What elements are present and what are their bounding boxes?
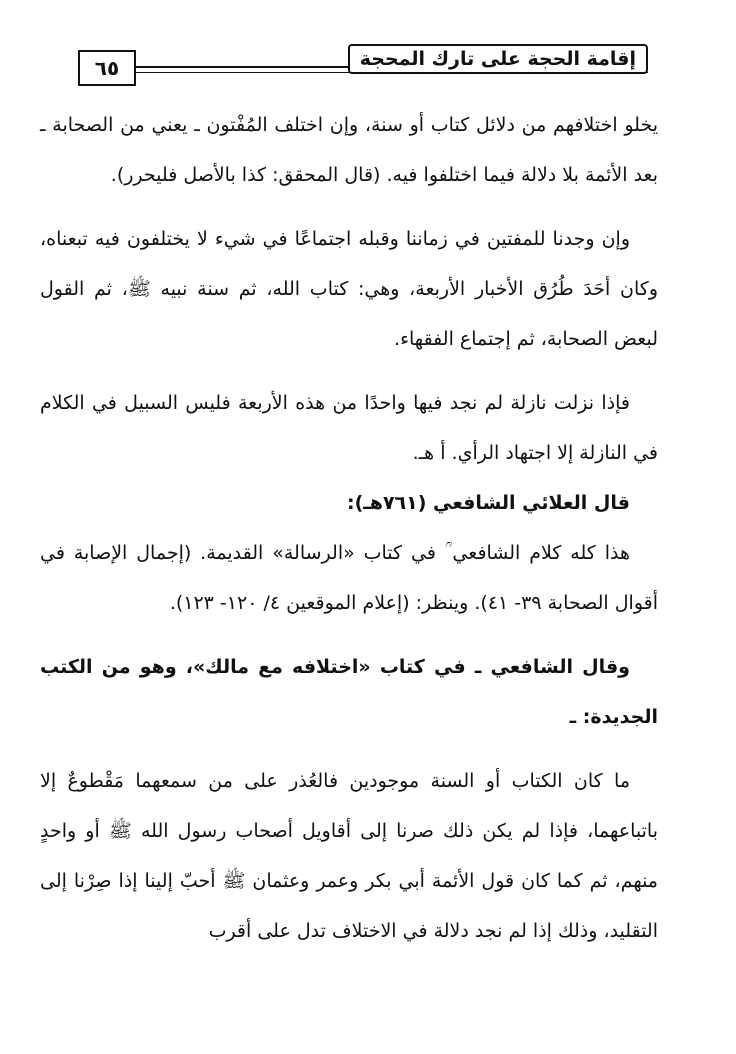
page-header <box>78 42 648 92</box>
paragraph: يخلو اختلافهم من دلائل كتاب أو سنة، وإن اختلف المُفْتون ـ يعني من الصحابة ـ بعد الأئمة بلا دلالة فيما اختلفوا فيه. (قال المحقق: كذا بالأصل فليحرر). <box>40 114 658 186</box>
paragraph: فإذا نزلت نازلة لم نجد فيها واحدًا من هذه الأربعة فليس السبيل في الكلام في النازلة إلا اجتهاد الرأي. أ هـ. <box>40 392 658 464</box>
section-heading: وقال الشافعي ـ في كتاب «اختلافه مع مالك»، وهو من الكتب الجديدة: ـ <box>40 656 658 728</box>
paragraph: هذا كله كلام الشافعي ؒ في كتاب «الرسالة» القديمة. (إجمال الإصابة في أقوال الصحابة ٣٩- ٤١). وينظر: (إعلام الموقعين ٤/ ١٢٠- ١٢٣). <box>40 542 658 614</box>
page-number: ٦٥ <box>78 50 136 86</box>
running-title: إقامة الحجة على تارك المحجة <box>348 44 648 74</box>
section-heading: قال العلائي الشافعي (٧٦١هـ): <box>347 492 630 514</box>
paragraph: ما كان الكتاب أو السنة موجودين فالعُذر على من سمعهما مَقْطوعٌ إلا باتباعهما، فإذا لم يكن ذلك صرنا إلى أقاويل أصحاب رسول الله ﷺ أو واحدٍ منهم، ثم كما كان قول الأئمة أبي بكر وعمر وعثمان ﷺ أحبّ إلينا إذا صِرْنا إلى التقليد، وذلك إذا لم نجد دلالة في الاختلاف تدل على أقرب <box>40 770 658 942</box>
paragraph: وإن وجدنا للمفتين في زماننا وقبله اجتماعًا في شيء لا يختلفون فيه تبعناه، وكان أحَدَ طُرُق الأخبار الأربعة، وهي: كتاب الله، ثم سنة نبيه ﷺ، ثم القول لبعض الصحابة، ثم إجتماع الفقهاء. <box>40 228 658 350</box>
page-body <box>40 100 658 956</box>
